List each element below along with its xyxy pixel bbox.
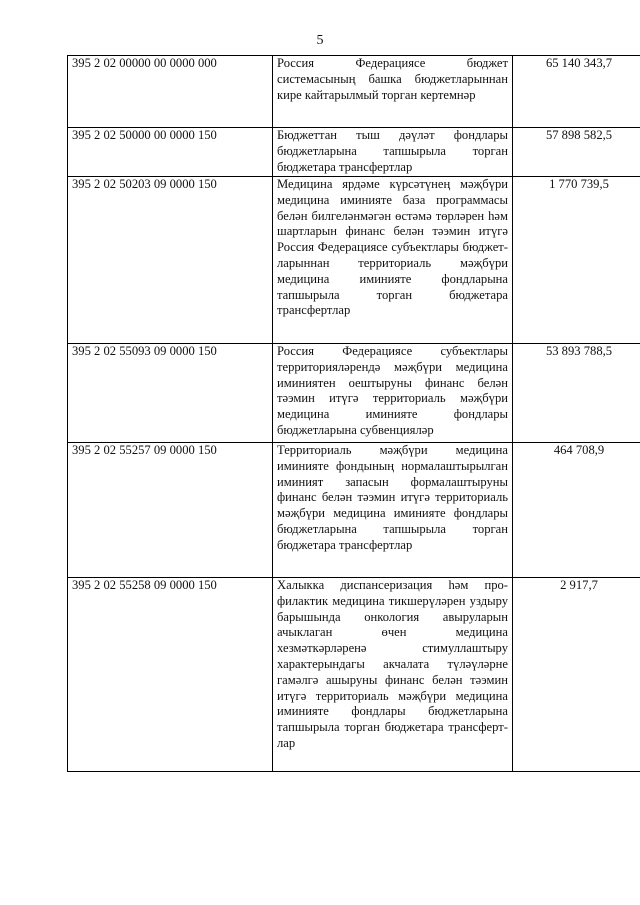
table-row (68, 578, 640, 772)
budget-revenue-table (67, 55, 640, 772)
amount-cell: 1 770 739,5 (513, 177, 640, 344)
description-cell: Халыкка диспансеризация һәм профилактик медицина тикшерүләрен уздыру барышында онкология авыруларын ачыклаган өчен медицина хезмәткәрләренә стимуллаштыру характерындагы акчалата түләүләрне гамәлгә ашыруны финанс белән тәэмин итүгә территориаль мәҗбүри медицина иминияте фондлары бюджетларына тапшырыла торган бюджетара трансфертлар (273, 578, 513, 772)
budget-code-cell: 395 2 02 50203 09 0000 150 (68, 177, 273, 344)
table-row (68, 128, 640, 177)
budget-code-cell: 395 2 02 55258 09 0000 150 (68, 578, 273, 772)
description-cell: Россия Федерациясе субъектлары территорияләрендә мәҗбүри медицина иминиятен оештыруны финанс белән тәэмин итүгә территориаль мәҗбүри медицина иминияте фондлары бюджетларына субвенцияләр (273, 344, 513, 443)
budget-code-cell: 395 2 02 00000 00 0000 000 (68, 56, 273, 128)
budget-code-cell: 395 2 02 55093 09 0000 150 (68, 344, 273, 443)
budget-code-cell: 395 2 02 55257 09 0000 150 (68, 443, 273, 578)
page-number: 5 (316, 33, 324, 48)
amount-cell: 464 708,9 (513, 443, 640, 578)
description-cell: Россия Федерациясе бюджет системасының башка бюджетларыннан кире кайтарылмый торган кертемнәр (273, 56, 513, 128)
table-row (68, 443, 640, 578)
table-row (68, 344, 640, 443)
amount-cell: 53 893 788,5 (513, 344, 640, 443)
description-cell: Бюджеттан тыш дәүләт фондлары бюджетларына тапшырыла торган бюджетара трансфертлар (273, 128, 513, 177)
table-row (68, 56, 640, 128)
amount-cell: 57 898 582,5 (513, 128, 640, 177)
description-cell: Медицина ярдәме күрсәтүнең мәҗбүри медицина иминияте база программасы белән билгеләнмәгән өстәмә төрләрен һәм шартларын финанс белән тәэмин итүгә Россия Федерациясе субъектлары бюджетларыннан территориаль мәҗбүри медицина иминияте фондларына тапшырыла торган бюджетара трансфертлар (273, 177, 513, 344)
description-cell: Территориаль мәҗбүри медицина иминияте фондының нормалаштырылган иминият запасын формалаштыруны финанс белән тәэмин итүгә территориаль мәҗбүри медицина иминияте фондлары бюджетларына тапшырыла торган бюджетара трансфертлар (273, 443, 513, 578)
budget-code-cell: 395 2 02 50000 00 0000 150 (68, 128, 273, 177)
amount-cell: 2 917,7 (513, 578, 640, 772)
amount-cell: 65 140 343,7 (513, 56, 640, 128)
table-row (68, 177, 640, 344)
